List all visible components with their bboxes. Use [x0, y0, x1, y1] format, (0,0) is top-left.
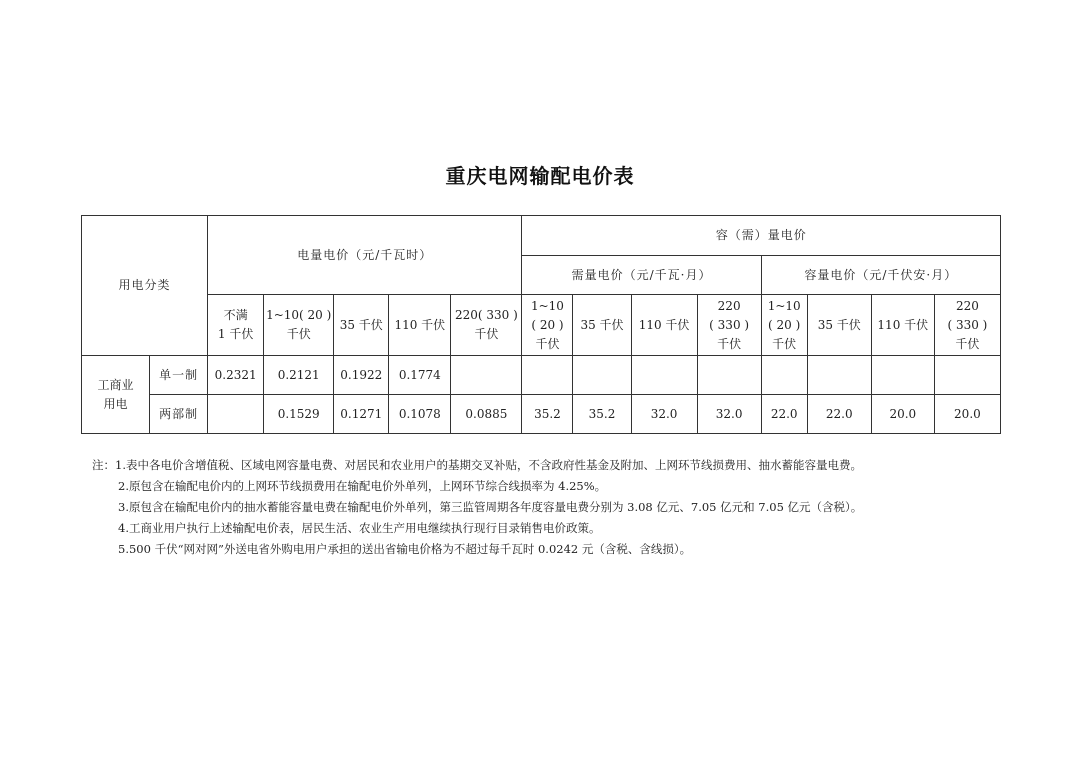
voltage-header-line: 1~10	[767, 298, 801, 313]
price-cell: 32.0	[697, 395, 761, 434]
price-cell: 0.1271	[334, 395, 389, 434]
price-cell: 22.0	[761, 395, 807, 434]
capacity-group-header: 容（需）量电价	[522, 216, 1001, 256]
voltage-header-line: 1~10	[530, 298, 564, 313]
capacity-price-header: 容量电价（元/千伏安·月）	[761, 256, 1000, 295]
group-label-line: 工商业	[97, 377, 134, 392]
energy-price-header: 电量电价（元/千瓦时）	[208, 216, 522, 295]
price-cell: 0.0885	[451, 395, 522, 434]
price-cell: 20.0	[871, 395, 934, 434]
tariff-table	[81, 215, 1001, 434]
voltage-header-line: 千伏	[535, 336, 560, 351]
voltage-header-line: ( 330 )	[947, 317, 988, 332]
price-cell	[573, 356, 631, 395]
voltage-header-line: 110 千伏	[877, 317, 929, 332]
price-cell	[761, 356, 807, 395]
voltage-header-line: 不满	[223, 308, 248, 322]
voltage-header-line: 220	[717, 298, 741, 313]
row-label: 两部制	[150, 395, 208, 434]
note-line: 注：1.表中各电价含增值税、区域电网容量电费、对居民和农业用户的基期交叉补贴，不含政府性基金及附加、上网环节线损费用、抽水蓄能容量电费。	[92, 458, 862, 472]
table-row	[82, 356, 1001, 395]
group-label	[82, 356, 150, 434]
voltage-header-line: 35 千伏	[339, 317, 383, 332]
group-label-line: 用电	[103, 396, 128, 411]
row-label: 单一制	[150, 356, 208, 395]
category-header: 用电分类	[82, 216, 208, 356]
price-cell	[807, 356, 871, 395]
voltage-header	[871, 295, 934, 356]
voltage-header	[934, 295, 1000, 356]
note-line: 4.工商业用户执行上述输配电价表，居民生活、农业生产用电继续执行现行目录销售电价政策。	[118, 521, 601, 535]
voltage-header	[389, 295, 451, 356]
voltage-header-line: 千伏	[772, 336, 797, 351]
table-body	[82, 216, 1001, 434]
voltage-header-line: 110 千伏	[638, 317, 690, 332]
price-cell	[522, 356, 573, 395]
price-cell: 32.0	[631, 395, 697, 434]
voltage-header-line: 1~10( 20 )	[266, 308, 332, 322]
voltage-header-line: ( 20 )	[768, 317, 801, 332]
voltage-header	[208, 295, 264, 356]
voltage-header-line: 110 千伏	[394, 317, 446, 332]
voltage-header	[334, 295, 389, 356]
header-row	[82, 295, 1001, 356]
voltage-header-line: 220	[955, 298, 979, 313]
price-cell: 22.0	[807, 395, 871, 434]
voltage-header	[451, 295, 522, 356]
price-cell: 0.1774	[389, 356, 451, 395]
voltage-header	[573, 295, 631, 356]
price-cell	[871, 356, 934, 395]
voltage-header-line: ( 20 )	[531, 317, 564, 332]
note-line: 3.原包含在输配电价内的抽水蓄能容量电费在输配电价外单列，第三监管周期各年度容量电费分别为 3.08 亿元、7.05 亿元和 7.05 亿元（含税）。	[118, 500, 863, 514]
voltage-header	[631, 295, 697, 356]
voltage-header-line: 220( 330 )	[454, 308, 518, 322]
header-row	[82, 216, 1001, 256]
price-cell	[208, 395, 264, 434]
price-cell: 20.0	[934, 395, 1000, 434]
document-title: 重庆电网输配电价表	[445, 164, 635, 188]
voltage-header-line: 1 千伏	[217, 327, 254, 341]
voltage-header-line: ( 330 )	[709, 317, 750, 332]
note-line: 5.500 千伏“网对网”外送电省外购电用户承担的送出省输电价格为不超过每千瓦时 0.0242 元（含税、含线损）。	[118, 542, 692, 556]
price-cell: 0.1078	[389, 395, 451, 434]
price-cell: 0.1922	[334, 356, 389, 395]
voltage-header-line: 35 千伏	[817, 317, 861, 332]
price-cell: 0.1529	[264, 395, 334, 434]
price-cell	[631, 356, 697, 395]
price-cell: 35.2	[522, 395, 573, 434]
note-line: 2.原包含在输配电价内的上网环节线损费用在输配电价外单列，上网环节综合线损率为 4.25%。	[118, 479, 607, 493]
voltage-header-line: 千伏	[955, 336, 980, 351]
demand-price-header: 需量电价（元/千瓦·月）	[522, 256, 761, 295]
voltage-header-line: 千伏	[474, 327, 499, 341]
voltage-header	[522, 295, 573, 356]
voltage-header	[264, 295, 334, 356]
voltage-header	[761, 295, 807, 356]
price-cell	[451, 356, 522, 395]
price-cell: 0.2321	[208, 356, 264, 395]
price-cell: 0.2121	[264, 356, 334, 395]
price-cell	[697, 356, 761, 395]
price-cell	[934, 356, 1000, 395]
notes-section	[92, 455, 1052, 560]
table-row	[82, 395, 1001, 434]
voltage-header-line: 千伏	[286, 327, 311, 341]
price-cell: 35.2	[573, 395, 631, 434]
voltage-header-line: 35 千伏	[580, 317, 624, 332]
voltage-header	[697, 295, 761, 356]
voltage-header-line: 千伏	[717, 336, 742, 351]
voltage-header	[807, 295, 871, 356]
